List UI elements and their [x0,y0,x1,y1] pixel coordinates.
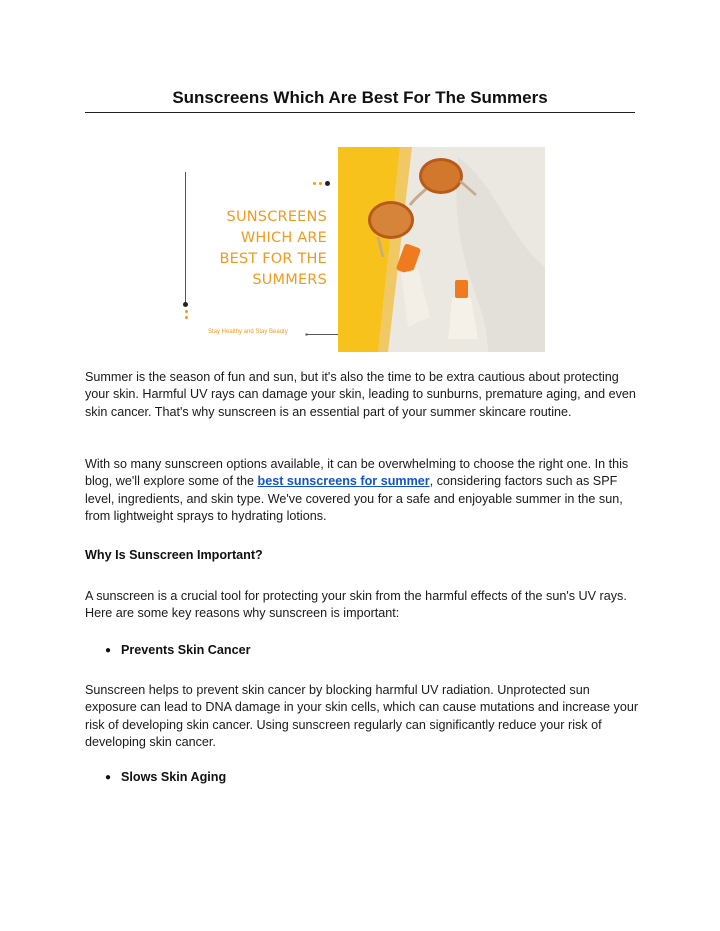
list-item [105,643,251,657]
section-heading: Why Is Sunscreen Important? [85,548,263,562]
hero-tagline: Stay Healthy and Stay Beauty [208,329,288,335]
bullet-icon: ● [105,645,112,656]
hero-heading-line: BEST FOR THE [219,251,327,267]
intro-paragraph: Summer is the season of fun and sun, but it's also the time to be extra cautious about protecting your skin. Harmful UV rays can damage your skin, leading to sunburns, premature aging, and even skin cancer. That's why sunscreen is an essential part of your summer skincare routine. [85,370,636,419]
hero-heading [205,207,327,291]
sunglasses-sunscreen-photo [338,147,545,352]
bullet-icon: ● [105,772,112,783]
section-intro-paragraph: A sunscreen is a crucial tool for protecting your skin from the harmful effects of the sun's UV rays. Here are some key reasons why sunscreen is important: [85,589,627,621]
list-item-label: Prevents Skin Cancer [121,643,251,657]
paragraph-sunscreen-options [85,456,640,525]
hero-heading-line: WHICH ARE [240,230,327,246]
list-item [105,770,226,784]
paragraph-text: With so many sunscreen options available, it can be overwhelming to choose the right one. In this blog, we'll explore some of the [85,457,629,489]
paragraph-text: , considering factors such as SPF level, ingredients, and skin type. We've covered you for a safe and enjoyable summer in the sun, from lightweight sprays to hydrating lotions. [85,474,623,523]
decorative-orange-dots [185,310,188,322]
hero-image [185,147,545,352]
best-sunscreens-link[interactable]: best sunscreens for summer [257,474,430,489]
decorative-top-dots [313,181,330,186]
list-item-label: Slows Skin Aging [121,770,227,784]
skin-cancer-paragraph: Sunscreen helps to prevent skin cancer by blocking harmful UV radiation. Unprotected sun exposure can lead to DNA damage in your skin cells, which can cause mutations and increase your risk of developing skin cancer. Using sunscreen regularly can significantly reduce your risk of developing skin cancer. [85,683,639,749]
decorative-vertical-line [185,172,186,302]
hero-heading-line: SUNSCREENS [226,209,327,225]
decorative-dot [183,302,188,307]
title-underline [85,112,635,113]
hero-heading-line: SUMMERS [252,272,327,288]
page-title: Sunscreens Which Are Best For The Summers [172,88,548,107]
